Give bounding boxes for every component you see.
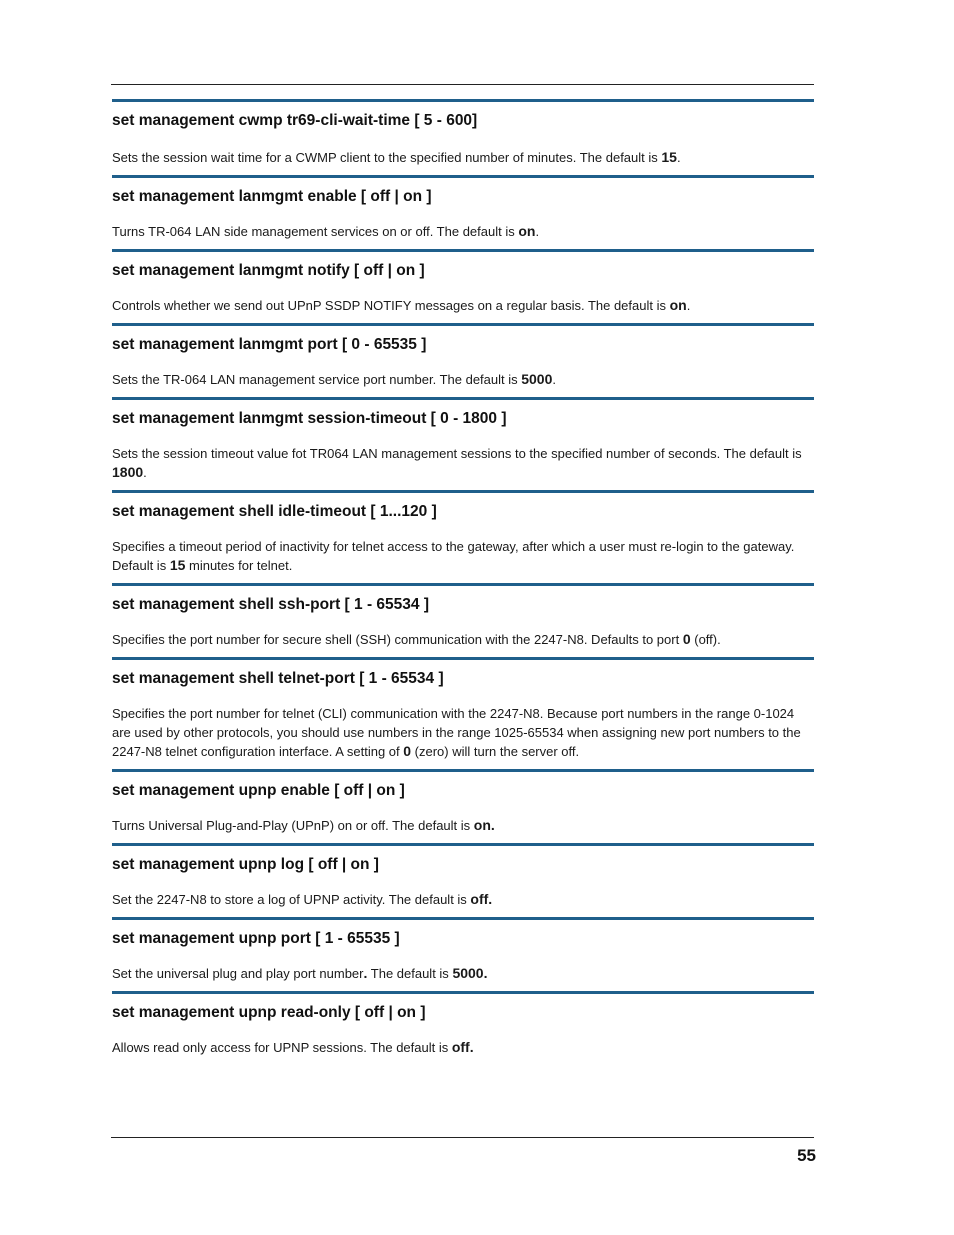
command-entry bbox=[112, 583, 814, 657]
command-heading: set management shell ssh-port [ 1 - 65534 ] bbox=[112, 596, 429, 613]
command-heading: set management cwmp tr69-cli-wait-time [ 5 - 600] bbox=[112, 112, 478, 129]
command-entry bbox=[112, 99, 814, 175]
command-description: Turns TR-064 LAN side management services on or off. The default is on. bbox=[112, 223, 540, 239]
command-description: Turns Universal Plug-and-Play (UPnP) on or off. The default is on. bbox=[112, 817, 495, 833]
command-heading: set management upnp enable [ off | on ] bbox=[112, 782, 405, 799]
page-number: 55 bbox=[797, 1146, 816, 1165]
command-entry bbox=[112, 917, 814, 991]
header-rule bbox=[111, 84, 814, 85]
command-entry bbox=[112, 323, 814, 397]
command-heading: set management lanmgmt notify [ off | on ] bbox=[112, 262, 425, 279]
footer-rule bbox=[111, 1137, 814, 1138]
command-entry bbox=[112, 991, 814, 1065]
command-entry bbox=[112, 397, 814, 490]
command-description: Controls whether we send out UPnP SSDP NOTIFY messages on a regular basis. The default is on. bbox=[112, 297, 691, 313]
command-heading: set management lanmgmt session-timeout [ 0 - 1800 ] bbox=[112, 410, 507, 427]
command-description: Set the universal plug and play port number. The default is 5000. bbox=[112, 965, 488, 981]
command-heading: set management upnp log [ off | on ] bbox=[112, 856, 379, 873]
command-description: Set the 2247-N8 to store a log of UPNP activity. The default is off. bbox=[112, 891, 493, 907]
command-entry bbox=[112, 175, 814, 249]
command-entry bbox=[112, 490, 814, 583]
command-description: Specifies the port number for secure shell (SSH) communication with the 2247-N8. Defaults to port 0 (off). bbox=[112, 631, 721, 647]
command-entry bbox=[112, 249, 814, 323]
command-entry bbox=[112, 769, 814, 843]
command-description: Sets the session timeout value fot TR064 LAN management sessions to the specified number of seconds. The default is 1800. bbox=[112, 446, 802, 480]
command-description: Specifies a timeout period of inactivity for telnet access to the gateway, after which a user must re-login to the gateway. Default is 15 minutes for telnet. bbox=[112, 539, 795, 573]
command-description: Allows read only access for UPNP sessions. The default is off. bbox=[112, 1039, 474, 1055]
command-entry bbox=[112, 657, 814, 769]
command-heading: set management lanmgmt port [ 0 - 65535 ] bbox=[112, 336, 427, 353]
command-heading: set management shell telnet-port [ 1 - 65534 ] bbox=[112, 670, 444, 687]
command-heading: set management lanmgmt enable [ off | on ] bbox=[112, 188, 432, 205]
command-description: Sets the session wait time for a CWMP client to the specified number of minutes. The default is 15. bbox=[112, 149, 681, 165]
command-heading: set management upnp port [ 1 - 65535 ] bbox=[112, 930, 400, 947]
command-heading: set management shell idle-timeout [ 1...120 ] bbox=[112, 503, 437, 520]
command-reference bbox=[112, 99, 814, 1065]
command-entry bbox=[112, 843, 814, 917]
command-description: Specifies the port number for telnet (CLI) communication with the 2247-N8. Because port numbers in the range 0-1024 are used by other protocols, you should use numbers in the range 1025-65534 when assigning new port numbers to the 2247-N8 telnet configuration interface. A setting of 0 (zero) will turn the server off. bbox=[112, 706, 801, 759]
command-description: Sets the TR-064 LAN management service port number. The default is 5000. bbox=[112, 371, 557, 387]
command-heading: set management upnp read-only [ off | on ] bbox=[112, 1004, 426, 1021]
